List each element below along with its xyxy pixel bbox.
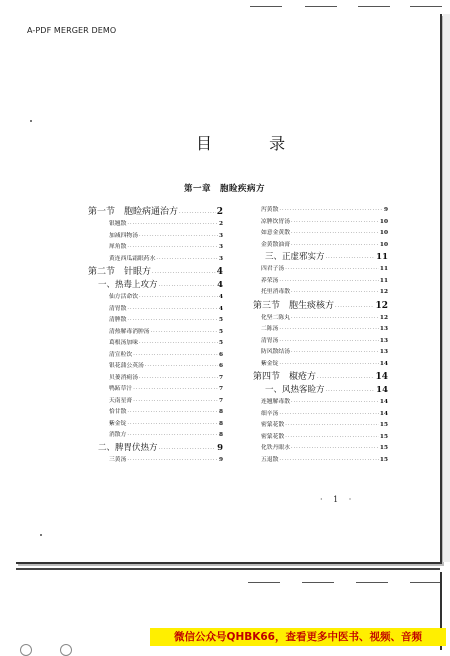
- leader-dots: [291, 240, 379, 252]
- toc-entry-page: 10: [379, 230, 388, 236]
- toc-entry[interactable]: [253, 384, 388, 397]
- toc-entry-title: 天南星膏: [109, 397, 133, 404]
- leader-dots: [151, 327, 218, 339]
- leader-dots: [159, 280, 217, 292]
- toc-entry-title: 化坚二陈丸: [261, 314, 290, 321]
- divider: [302, 582, 334, 583]
- leader-dots: [133, 384, 218, 396]
- toc-entry[interactable]: [253, 205, 388, 217]
- leader-dots: [279, 455, 379, 467]
- toc-entry-page: 8: [218, 432, 223, 438]
- toc-entry-page: 14: [375, 372, 388, 382]
- toc-entry-title: 第二节 针眼方: [88, 267, 152, 277]
- toc-entry[interactable]: [253, 217, 388, 229]
- toc-entry-page: 13: [379, 337, 388, 344]
- toc-entry-page: 7: [218, 397, 223, 404]
- toc-entry-title: 清胃散: [109, 305, 127, 312]
- leader-dots: [279, 336, 379, 348]
- toc-entry[interactable]: [88, 455, 223, 467]
- toc-entry-title: 加减四物汤: [109, 232, 138, 239]
- leader-dots: [291, 228, 379, 240]
- toc-entry[interactable]: [253, 336, 388, 348]
- leader-dots: [127, 304, 218, 316]
- toc-entry-page: 11: [379, 277, 388, 284]
- toc-entry-page: 7: [218, 374, 223, 381]
- toc-entry-title: 金黄散油膏: [261, 241, 290, 248]
- circle-icon: [60, 644, 72, 656]
- divider: [248, 582, 280, 583]
- leader-dots: [279, 205, 383, 217]
- toc-entry-page: 6: [218, 363, 223, 369]
- leader-dots: [279, 324, 379, 336]
- toc-entry[interactable]: [253, 313, 388, 325]
- toc-entry-page: 10: [379, 218, 388, 225]
- leader-dots: [127, 242, 218, 254]
- leader-dots: [133, 396, 218, 408]
- toc-entry-page: 4: [218, 294, 223, 300]
- toc-entry-page: 9: [218, 456, 223, 463]
- toc-entry[interactable]: [88, 350, 223, 362]
- toc-entry-page: 3: [218, 255, 223, 262]
- toc-entry[interactable]: [88, 430, 223, 442]
- toc-entry-page: 15: [379, 445, 388, 451]
- leader-dots: [159, 443, 217, 455]
- divider: [410, 582, 440, 583]
- leader-dots: [127, 430, 218, 442]
- toc-entry-title: 清热解毒消肿汤: [109, 328, 150, 335]
- toc-entry[interactable]: [253, 359, 388, 371]
- toc-entry[interactable]: [88, 205, 223, 219]
- toc-entry[interactable]: [88, 254, 223, 266]
- toc-entry-title: 清宣粒饮: [109, 351, 133, 358]
- divider: [305, 6, 337, 7]
- toc-entry-page: 9: [217, 442, 223, 453]
- toc-entry-page: 3: [218, 244, 223, 250]
- toc-entry[interactable]: [88, 231, 223, 243]
- toc-entry[interactable]: [88, 442, 223, 455]
- toc-entry-title: 二陈汤: [261, 326, 279, 332]
- toc-entry-page: 3: [218, 232, 223, 239]
- toc-entry-page: 11: [376, 252, 388, 262]
- toc-entry-title: 紫金锭: [261, 360, 279, 367]
- leader-dots: [326, 385, 376, 397]
- vertical-scrollbar[interactable]: [443, 14, 450, 562]
- leader-dots: [291, 397, 379, 409]
- leader-dots: [127, 419, 218, 431]
- page-number: · 1 ·: [320, 495, 356, 504]
- toc-entry[interactable]: [253, 347, 388, 359]
- toc-right-column: [253, 205, 388, 466]
- toc-entry[interactable]: [88, 396, 223, 408]
- toc-entry[interactable]: [253, 420, 388, 432]
- leader-dots: [139, 338, 218, 350]
- toc-entry[interactable]: [253, 240, 388, 252]
- toc-entry-title: 葛根汤加味: [109, 340, 138, 346]
- leader-dots: [279, 359, 379, 371]
- toc-entry[interactable]: [88, 407, 223, 419]
- leader-dots: [291, 217, 379, 229]
- toc-entry-page: 15: [379, 422, 388, 428]
- divider: [358, 6, 390, 7]
- divider: [356, 582, 388, 583]
- leader-dots: [285, 420, 379, 432]
- toc-entry-title: 凉脾饮胃汤: [261, 218, 290, 225]
- toc-entry-title: 消散方: [109, 432, 127, 438]
- toc-entry-title: 第四节 椒疮方: [253, 372, 317, 382]
- leader-dots: [291, 443, 379, 455]
- toc-entry-title: 第三节 胞生痰核方: [253, 300, 335, 311]
- leader-dots: [291, 347, 379, 359]
- toc-entry-page: 15: [379, 456, 388, 463]
- leader-dots: [285, 432, 379, 444]
- toc-entry[interactable]: [253, 251, 388, 264]
- toc-entry-page: 7: [218, 386, 223, 392]
- toc-entry-title: 化铁丹眼水: [261, 445, 290, 451]
- divider: [250, 6, 282, 7]
- toc-entry[interactable]: [88, 279, 223, 292]
- promo-banner: 微信公众号QHBK66，查看更多中医书、视频、音频: [150, 628, 446, 646]
- toc-entry[interactable]: [253, 276, 388, 288]
- toc-entry-title: 防风散结汤: [261, 349, 290, 355]
- toc-entry-page: 5: [218, 340, 223, 346]
- toc-entry-title: 鸭跖草汁: [109, 386, 133, 392]
- leader-dots: [152, 266, 216, 279]
- toc-entry-title: 恰甘散: [109, 409, 127, 415]
- toc-entry-page: 4: [216, 267, 223, 277]
- toc-entry[interactable]: [253, 397, 388, 409]
- leader-dots: [139, 231, 218, 243]
- leader-dots: [179, 206, 216, 219]
- toc-entry-title: 黄连西瓜霜眼药水: [109, 255, 156, 262]
- toc-entry-page: 6: [218, 351, 223, 358]
- toc-entry-title: 贝蒌消痈汤: [109, 374, 138, 381]
- toc-entry-page: 14: [376, 385, 388, 395]
- toc-entry-page: 14: [379, 360, 388, 367]
- toc-entry[interactable]: [253, 409, 388, 421]
- toc-entry-title: 四君子汤: [261, 266, 285, 272]
- toc-entry[interactable]: [88, 373, 223, 385]
- toc-entry[interactable]: [88, 338, 223, 350]
- toc-entry-page: 14: [379, 399, 388, 405]
- toc-entry-title: 三黄汤: [109, 456, 127, 463]
- toc-entry[interactable]: [88, 304, 223, 316]
- toc-entry-page: 13: [379, 349, 388, 355]
- leader-dots: [326, 252, 376, 264]
- leader-dots: [285, 264, 379, 276]
- toc-entry-title: 一、热毒上攻方: [98, 280, 158, 290]
- divider: [410, 6, 442, 7]
- leader-dots: [133, 350, 218, 362]
- toc-entry-title: 密蒙花散: [261, 422, 285, 428]
- leader-dots: [145, 361, 218, 373]
- toc-entry-page: 8: [218, 420, 223, 427]
- toc-entry[interactable]: [253, 432, 388, 444]
- toc-entry-title: 仙方活命饮: [109, 294, 138, 300]
- leader-dots: [291, 313, 379, 325]
- leader-dots: [139, 373, 218, 385]
- toc-entry-page: 2: [216, 207, 223, 217]
- toc-entry[interactable]: [253, 228, 388, 240]
- toc-entry-page: 9: [383, 207, 388, 213]
- leader-dots: [335, 300, 374, 313]
- toc-entry[interactable]: [253, 299, 388, 313]
- page-title: 目 录: [196, 134, 312, 153]
- leader-dots: [317, 371, 374, 384]
- toc-entry-page: 13: [379, 326, 388, 332]
- toc-entry[interactable]: [88, 384, 223, 396]
- toc-entry-page: 15: [379, 433, 388, 440]
- toc-entry-page: 10: [379, 241, 388, 248]
- toc-entry[interactable]: [253, 264, 388, 276]
- toc-entry-title: 细辛汤: [261, 410, 279, 417]
- toc-entry-page: 14: [379, 410, 388, 417]
- leader-dots: [279, 409, 379, 421]
- toc-entry-title: 紫金锭: [109, 420, 127, 427]
- toc-entry-title: 三、正虚邪实方: [265, 252, 325, 262]
- toc-entry-title: 泻黄散: [261, 207, 279, 213]
- leader-dots: [127, 315, 218, 327]
- toc-entry-page: 4: [218, 305, 223, 312]
- toc-entry-page: 2: [218, 221, 223, 227]
- toc-entry-title: 一、风热客睑方: [265, 385, 325, 395]
- toc-entry-title: 二、脾胃伏热方: [98, 442, 158, 453]
- leader-dots: [127, 219, 218, 231]
- toc-entry[interactable]: [88, 419, 223, 431]
- toc-entry[interactable]: [253, 287, 388, 299]
- toc-entry-page: 4: [217, 280, 223, 290]
- toc-entry-page: 8: [218, 409, 223, 415]
- toc-entry-title: 托里消毒散: [261, 289, 290, 295]
- watermark: A-PDF MERGER DEMO: [27, 26, 117, 35]
- toc-entry-page: 5: [218, 328, 223, 335]
- scan-speck: [40, 534, 42, 536]
- toc-entry[interactable]: [253, 455, 388, 467]
- toc-entry[interactable]: [88, 292, 223, 304]
- toc-entry-title: 清脾散: [109, 317, 127, 323]
- leader-dots: [291, 287, 379, 299]
- toc-entry-title: 五退散: [261, 456, 279, 463]
- toc-entry-page: 5: [218, 317, 223, 323]
- toc-entry[interactable]: [88, 242, 223, 254]
- toc-entry[interactable]: [88, 327, 223, 339]
- toc-entry-title: 连翘解毒散: [261, 399, 290, 405]
- viewer-top-strip: [0, 0, 450, 14]
- toc-entry[interactable]: [253, 370, 388, 384]
- toc-entry-title: 银花蒲公英汤: [109, 363, 144, 369]
- toc-entry[interactable]: [88, 219, 223, 231]
- toc-entry[interactable]: [88, 315, 223, 327]
- toc-entry-title: 银翘散: [109, 221, 127, 227]
- leader-dots: [127, 455, 218, 467]
- toc-entry-title: 密蒙花散: [261, 433, 285, 440]
- toc-entry[interactable]: [253, 324, 388, 336]
- circle-icon: [20, 644, 32, 656]
- toc-entry-title: 犀角散: [109, 244, 127, 250]
- toc-entry-title: 如意金黄散: [261, 230, 290, 236]
- toc-entry[interactable]: [253, 443, 388, 455]
- leader-dots: [156, 254, 218, 266]
- toc-entry[interactable]: [88, 265, 223, 279]
- chapter-title: 第一章 胞睑疾病方: [184, 184, 266, 194]
- toc-entry-page: 12: [379, 314, 388, 321]
- leader-dots: [127, 407, 218, 419]
- toc-entry-page: 12: [375, 300, 388, 311]
- toc-entry-title: 清胃汤: [261, 337, 279, 344]
- toc-entry-title: 第一节 胞睑病通治方: [88, 207, 179, 217]
- toc-entry-page: 11: [379, 266, 388, 272]
- leader-dots: [139, 292, 218, 304]
- toc-left-column: [88, 205, 223, 466]
- toc-entry[interactable]: [88, 361, 223, 373]
- page-divider: [16, 568, 440, 570]
- toc-entry-title: 养荣汤: [261, 277, 279, 284]
- toc-entry-page: 12: [379, 289, 388, 295]
- leader-dots: [279, 276, 379, 288]
- scan-speck: [30, 120, 32, 122]
